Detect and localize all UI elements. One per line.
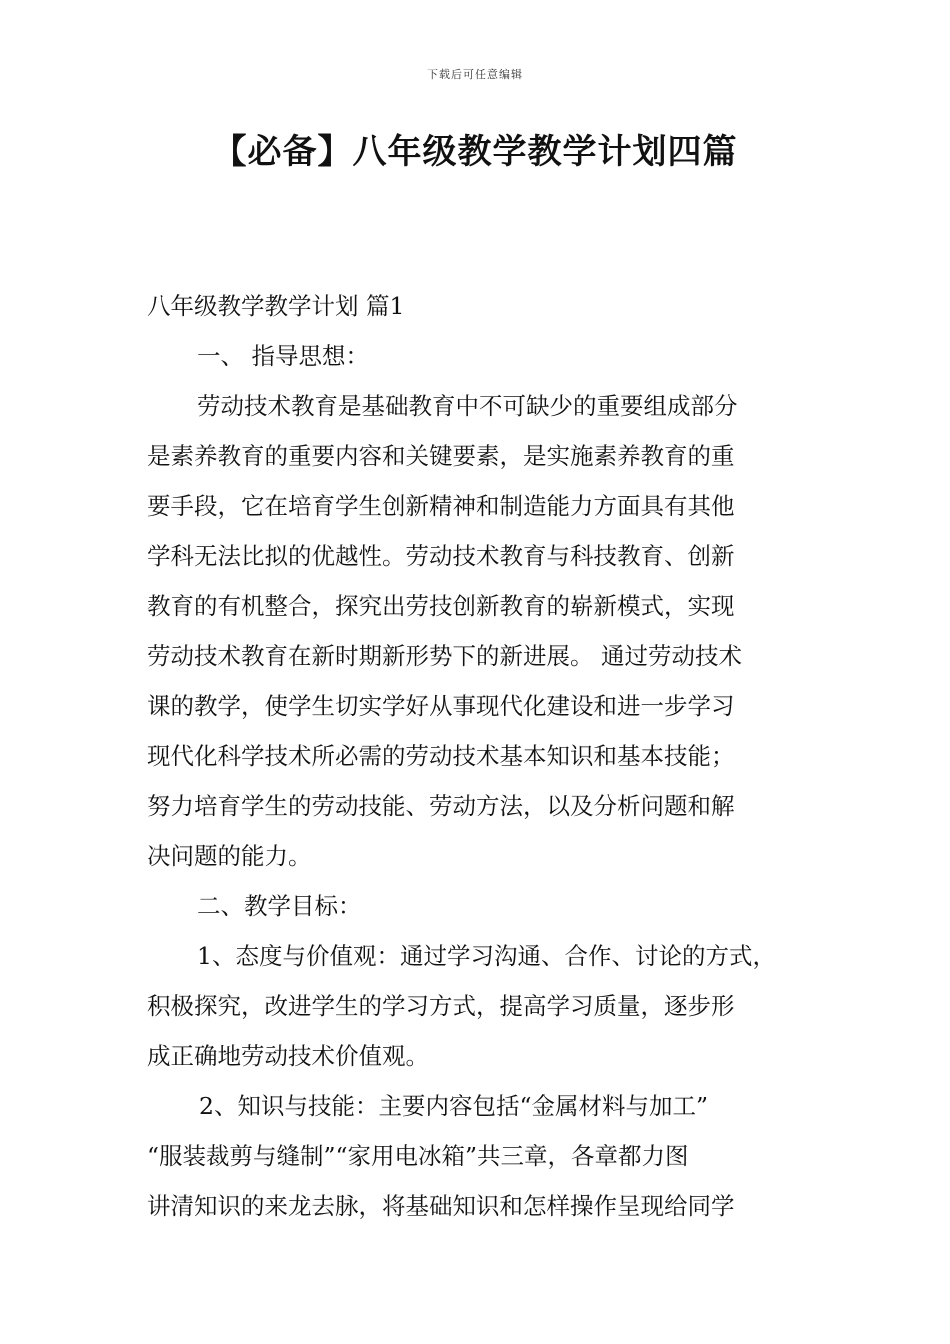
paragraph-line: 决问题的能力。 xyxy=(147,842,312,870)
paragraph-line: 积极探究，改进学生的学习方式，提高学习质量，逐步形 xyxy=(147,992,735,1020)
header-note: 下载后可任意编辑 xyxy=(427,68,523,81)
paragraph-line: 劳动技术教育在新时期新形势下的新进展。 通过劳动技术 xyxy=(147,642,742,670)
paragraph-line: 教育的有机整合，探究出劳技创新教育的崭新模式，实现 xyxy=(147,592,735,620)
paragraph-line: 课的教学，使学生切实学好从事现代化建设和进一步学习 xyxy=(147,692,735,720)
paragraph-line: “服装裁剪与缝制”“家用电冰箱”共三章，各章都力图 xyxy=(147,1142,689,1170)
section-heading: 八年级教学教学计划 篇1 xyxy=(147,292,405,320)
subheading: 一、 指导思想： xyxy=(197,342,369,370)
paragraph-line: 现代化科学技术所必需的劳动技术基本知识和基本技能； xyxy=(147,742,735,770)
paragraph-line: 成正确地劳动技术价值观。 xyxy=(147,1042,429,1070)
document-body xyxy=(147,281,817,1231)
paragraph-line: 学科无法比拟的优越性。劳动技术教育与科技教育、创新 xyxy=(147,542,735,570)
paragraph-line: 是素养教育的重要内容和关键要素，是实施素养教育的重 xyxy=(147,442,735,470)
paragraph-line: 讲清知识的来龙去脉，将基础知识和怎样操作呈现给同学 xyxy=(147,1192,735,1220)
paragraph-line: 2、知识与技能：主要内容包括“金属材料与加工” xyxy=(199,1092,708,1120)
paragraph-line: 劳动技术教育是基础教育中不可缺少的重要组成部分 xyxy=(197,392,738,420)
paragraph-line: 要手段，它在培育学生创新精神和制造能力方面具有其他 xyxy=(147,492,735,520)
paragraph-line: 努力培育学生的劳动技能、劳动方法，以及分析问题和解 xyxy=(147,792,735,820)
document-title: 【必备】八年级教学教学计划四篇 xyxy=(212,132,738,172)
paragraph-line: 1、态度与价值观：通过学习沟通、合作、讨论的方式， xyxy=(197,942,776,970)
subheading: 二、教学目标： xyxy=(197,892,362,920)
